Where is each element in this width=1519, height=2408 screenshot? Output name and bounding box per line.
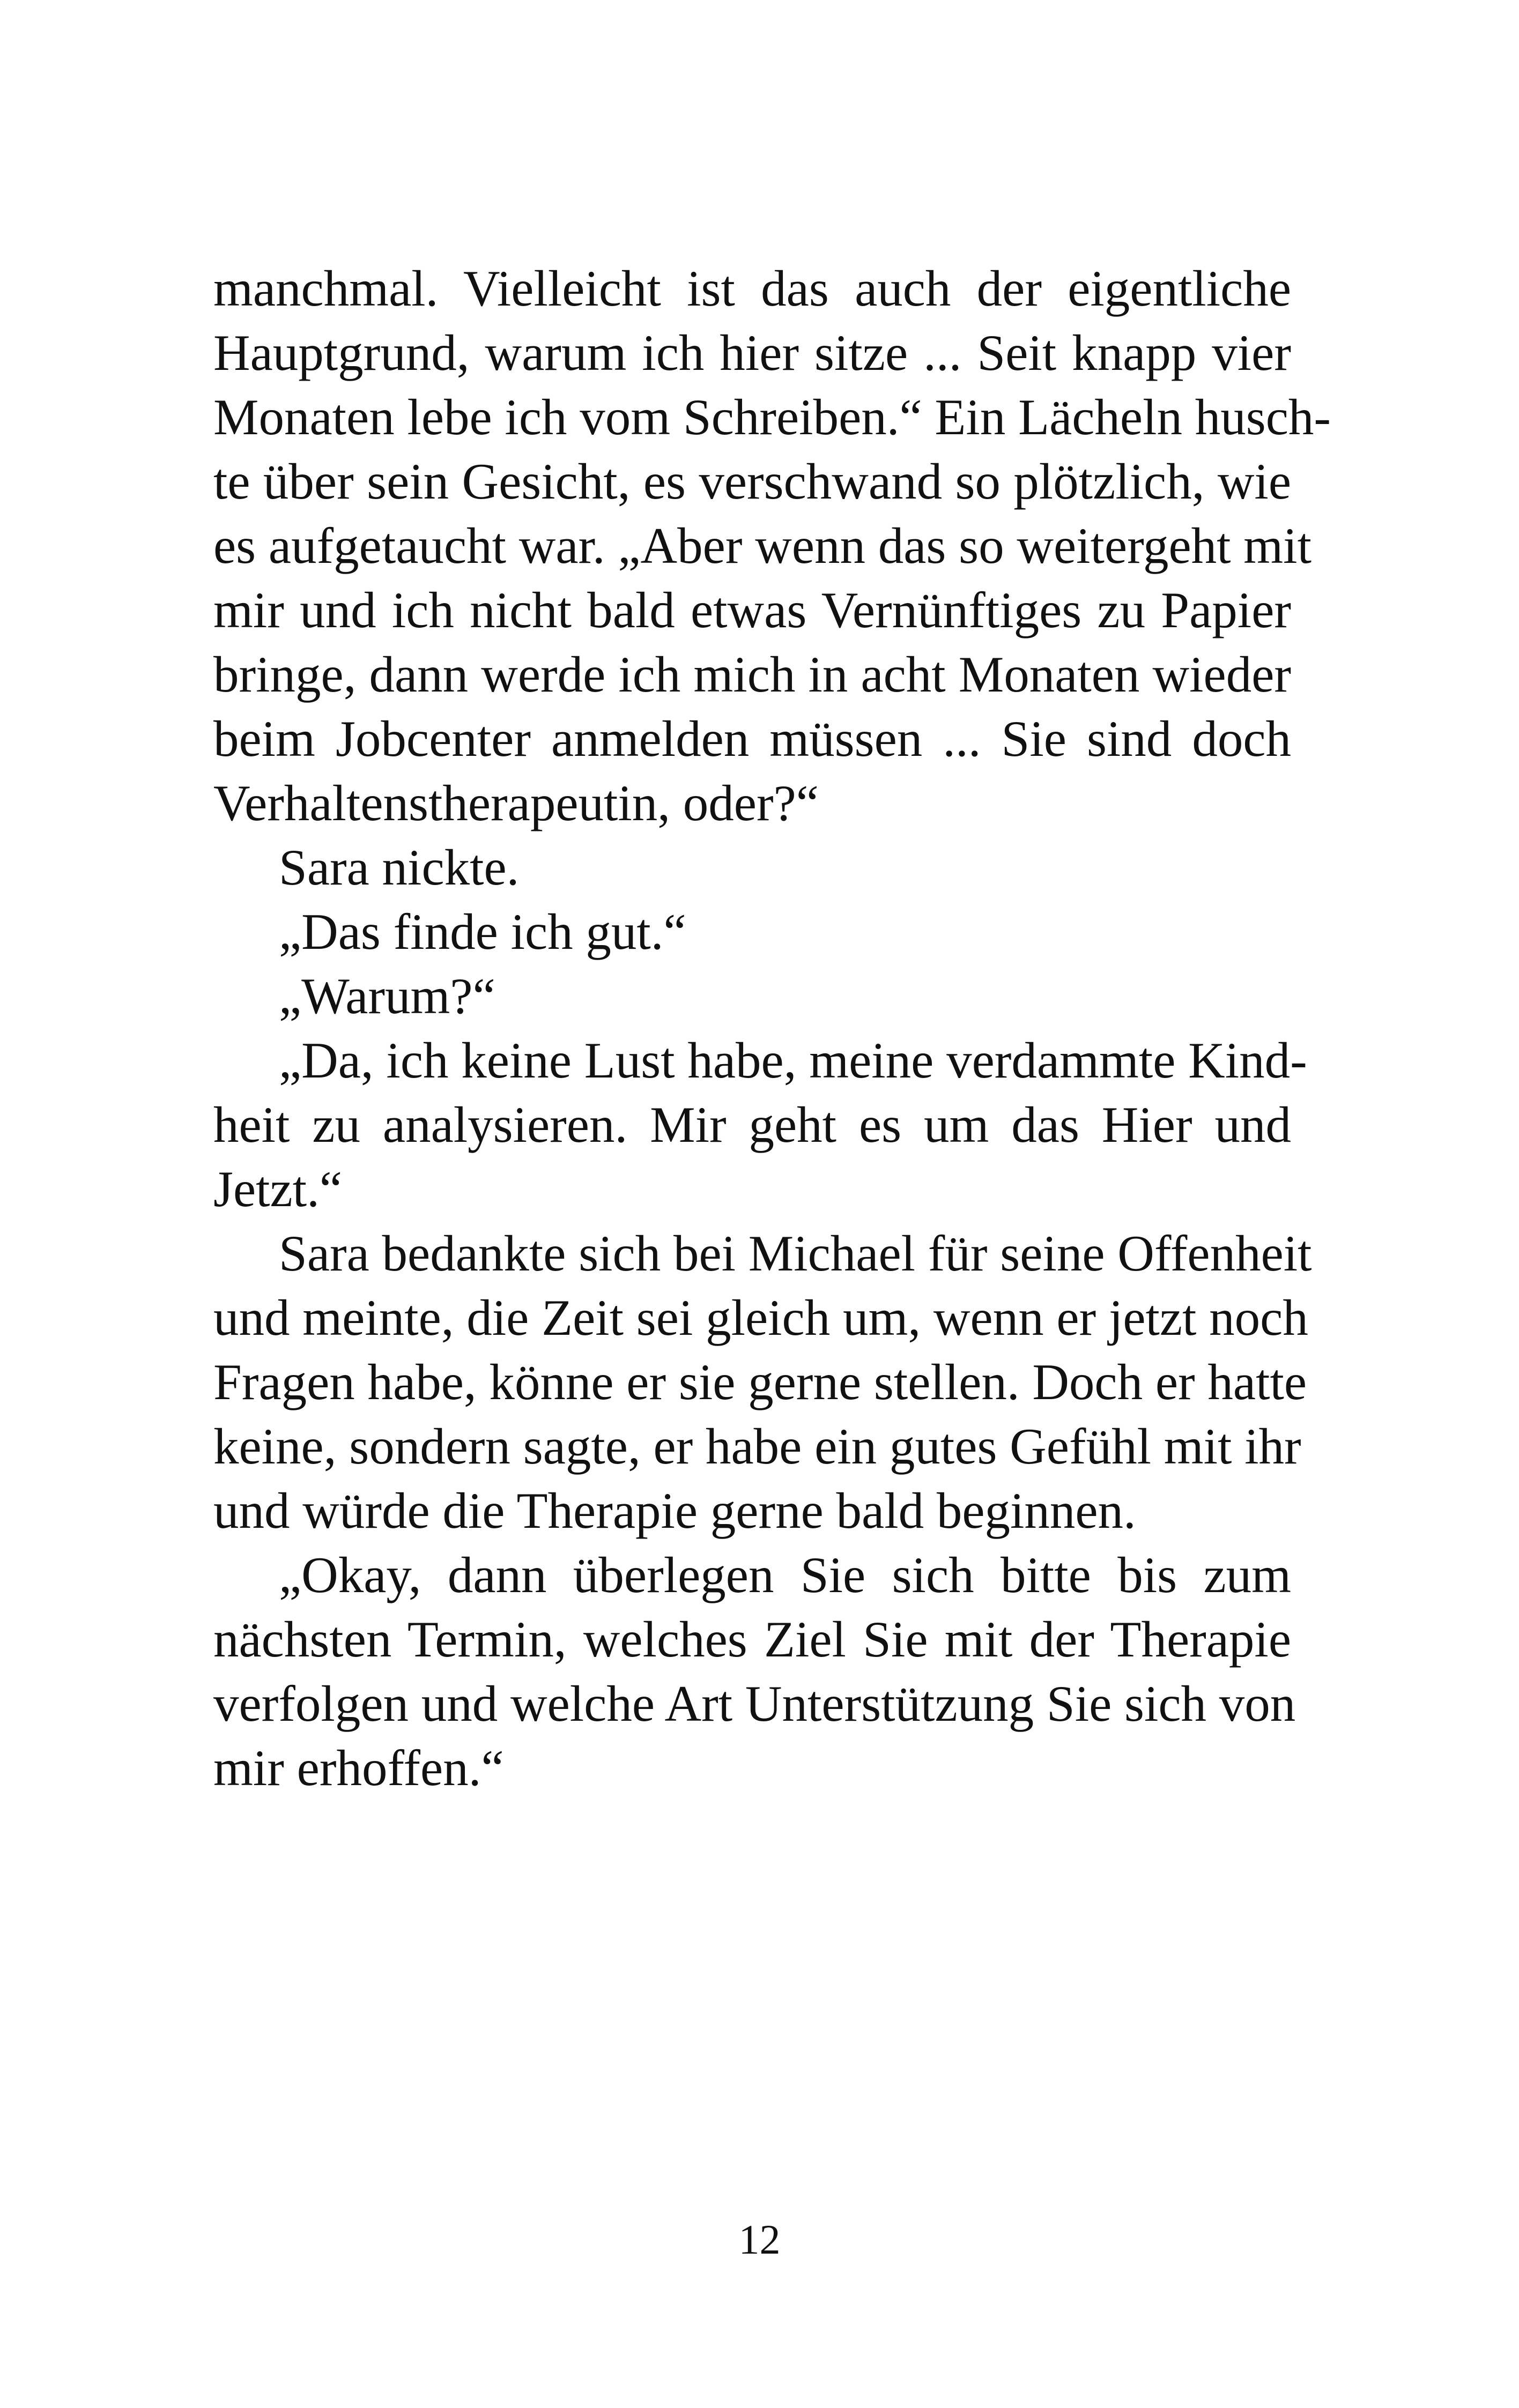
text-line: es aufgetaucht war. „Aber wenn das so weitergeht mit bbox=[213, 517, 1311, 574]
text-line: te über sein Gesicht, es verschwand so plötzlich, wie bbox=[213, 453, 1291, 510]
text-line: Jetzt.“ bbox=[213, 1161, 343, 1217]
text-line: Hauptgrund, warum ich hier sitze ... Seit knapp vier bbox=[213, 324, 1291, 381]
text-line: beim Jobcenter anmelden müssen ... Sie sind doch bbox=[213, 710, 1291, 767]
text-line: bringe, dann werde ich mich in acht Monaten wieder bbox=[213, 646, 1291, 703]
paragraph bbox=[213, 1543, 1296, 1800]
body-text bbox=[213, 256, 1331, 1800]
paragraph bbox=[213, 256, 1331, 835]
text-line: Fragen habe, könne er sie gerne stellen. Doch er hatte bbox=[213, 1354, 1307, 1410]
page-number: 12 bbox=[738, 2216, 781, 2263]
text-line: manchmal. Vielleicht ist das auch der eigentliche bbox=[213, 260, 1291, 317]
text-line: verfolgen und welche Art Unterstützung Sie sich von bbox=[213, 1675, 1296, 1732]
text-line: Sara nickte. bbox=[279, 839, 520, 896]
text-line: „Warum?“ bbox=[279, 968, 495, 1024]
paragraph bbox=[213, 900, 1291, 964]
paragraph bbox=[213, 1028, 1307, 1221]
text-line: „Da, ich keine Lust habe, meine verdammte Kind- bbox=[279, 1032, 1307, 1089]
text-line: keine, sondern sagte, er habe ein gutes Gefühl mit ihr bbox=[213, 1418, 1301, 1475]
text-line: und würde die Therapie gerne bald beginnen. bbox=[213, 1482, 1136, 1539]
text-line: mir erhoffen.“ bbox=[213, 1740, 504, 1796]
text-line: Verhaltenstherapeutin, oder?“ bbox=[213, 775, 819, 831]
text-line: „Das finde ich gut.“ bbox=[279, 903, 686, 960]
text-line: mir und ich nicht bald etwas Vernünftiges zu Papier bbox=[213, 582, 1291, 638]
text-line: nächsten Termin, welches Ziel Sie mit der Therapie bbox=[213, 1611, 1291, 1668]
text-line: und meinte, die Zeit sei gleich um, wenn er jetzt noch bbox=[213, 1289, 1308, 1346]
text-line: „Okay, dann überlegen Sie sich bitte bis zum bbox=[279, 1547, 1291, 1603]
paragraph bbox=[213, 835, 1291, 900]
text-line: heit zu analysieren. Mir geht es um das Hier und bbox=[213, 1096, 1291, 1153]
text-line: Sara bedankte sich bei Michael für seine Offenheit bbox=[279, 1225, 1312, 1282]
paragraph bbox=[213, 1221, 1312, 1543]
text-line: Monaten lebe ich vom Schreiben.“ Ein Lächeln husch- bbox=[213, 389, 1331, 445]
paragraph bbox=[213, 964, 1291, 1028]
